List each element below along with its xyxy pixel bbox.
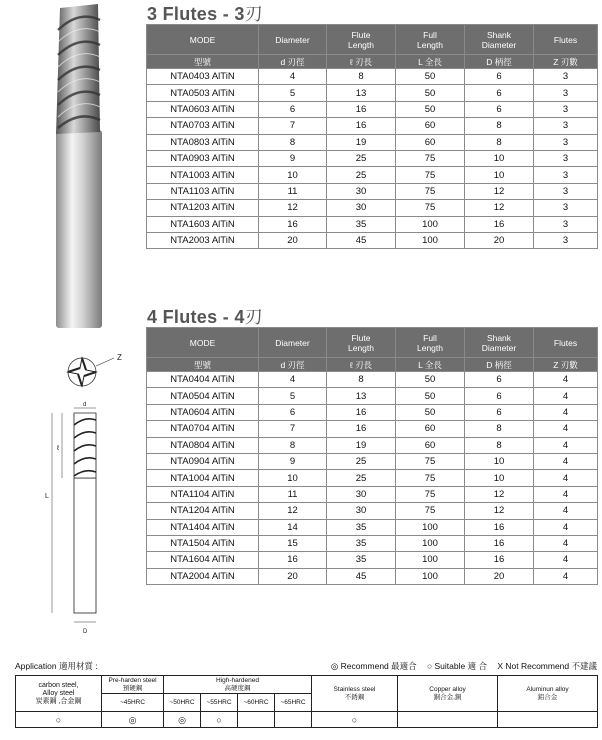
- table-cell: NTA1003 AlTiN: [147, 167, 259, 183]
- table-cell: 16: [465, 535, 534, 551]
- table-cell: 75: [396, 453, 465, 469]
- table-cell: 30: [327, 183, 396, 199]
- table-cell: 60: [396, 437, 465, 453]
- table-cell: NTA1203 AlTiN: [147, 200, 259, 216]
- table-row: [147, 85, 598, 101]
- table-cell: 10: [259, 167, 327, 183]
- table-cell: 6: [465, 85, 534, 101]
- table-cell: 60: [396, 118, 465, 134]
- table-cell: 30: [327, 486, 396, 502]
- table-cell: 3: [534, 232, 598, 248]
- table-cell: 10: [465, 167, 534, 183]
- table-cell: 20: [465, 568, 534, 584]
- full-length-label: L: [45, 493, 49, 500]
- table-cell: 25: [327, 167, 396, 183]
- table-cell: 6: [259, 404, 327, 420]
- mark-hrc-65: [275, 712, 312, 728]
- table-cell: NTA1404 AlTiN: [147, 519, 259, 535]
- hrc-45: ~45HRC: [102, 694, 164, 712]
- table-row: [147, 183, 598, 199]
- table-cell: 5: [259, 85, 327, 101]
- mark-hrc-55: ○: [201, 712, 238, 728]
- table-cell: 100: [396, 216, 465, 232]
- table-cell: 25: [327, 150, 396, 166]
- table-cell: 10: [465, 453, 534, 469]
- table-cell: NTA1603 AlTiN: [147, 216, 259, 232]
- header-flute-length: Flute Length: [327, 328, 396, 358]
- table-row: [147, 216, 598, 232]
- header-flutes: Flutes: [534, 328, 598, 358]
- table-cell: 3: [534, 183, 598, 199]
- table-cell: 16: [327, 101, 396, 117]
- sub-header-model: 型號: [147, 358, 259, 372]
- table-body-4-flutes: [147, 372, 598, 585]
- hrc-65: ~65HRC: [275, 694, 312, 712]
- table-cell: 8: [259, 134, 327, 150]
- table-cell: 4: [534, 421, 598, 437]
- application-label: Application 適用材質 :: [15, 661, 98, 671]
- table-cell: 75: [396, 470, 465, 486]
- table-cell: 9: [259, 150, 327, 166]
- table-row: [147, 421, 598, 437]
- table-cell: 4: [534, 453, 598, 469]
- table-cell: 7: [259, 421, 327, 437]
- table-cell: NTA0903 AlTiN: [147, 150, 259, 166]
- table-cell: 75: [396, 183, 465, 199]
- hrc-60: ~60HRC: [238, 694, 275, 712]
- table-cell: 12: [465, 486, 534, 502]
- table-cell: 16: [327, 404, 396, 420]
- table-cell: 9: [259, 453, 327, 469]
- header-diameter: Diameter: [259, 328, 327, 358]
- table-cell: 35: [327, 519, 396, 535]
- legend-not-recommend: X Not Recommend 不建議: [497, 661, 597, 671]
- mark-hrc-50: ◎: [164, 712, 201, 728]
- table-cell: 60: [396, 134, 465, 150]
- sub-header-l-full: L 全長: [396, 358, 465, 372]
- table-cell: 8: [465, 134, 534, 150]
- table-cell: 25: [327, 470, 396, 486]
- sub-header-l-small: ℓ 刃長: [327, 55, 396, 69]
- table-cell: 19: [327, 437, 396, 453]
- table-cell: 3: [534, 85, 598, 101]
- table-cell: 4: [534, 503, 598, 519]
- table-row: [147, 118, 598, 134]
- table-cell: 8: [327, 69, 396, 85]
- table-cell: 35: [327, 216, 396, 232]
- hrc-55: ~55HRC: [201, 694, 238, 712]
- table-row: [147, 388, 598, 404]
- section-title-3-flutes: 3 Flutes - 3刃: [147, 4, 263, 24]
- table-row: [147, 552, 598, 568]
- table-cell: 12: [465, 183, 534, 199]
- table-cell: 10: [259, 470, 327, 486]
- table-cell: 13: [327, 85, 396, 101]
- mark-prehard: ◎: [102, 712, 164, 728]
- sub-header-d: d 刃徑: [259, 55, 327, 69]
- sub-header-d-shank: D 柄徑: [465, 55, 534, 69]
- table-cell: 60: [396, 421, 465, 437]
- table-cell: 75: [396, 150, 465, 166]
- table-cell: NTA1604 AlTiN: [147, 552, 259, 568]
- application-legend: [15, 660, 597, 674]
- table-row: [147, 453, 598, 469]
- table-row: [147, 134, 598, 150]
- material-copper: Copper alloy 銅合金,銅: [398, 676, 498, 712]
- header-shank-diameter: Shank Diameter: [465, 25, 534, 55]
- table-cell: NTA1504 AlTiN: [147, 535, 259, 551]
- table-cell: 16: [259, 552, 327, 568]
- table-row: [147, 372, 598, 388]
- mark-hrc-60: [238, 712, 275, 728]
- end-mill-photo: [44, 0, 114, 330]
- material-aluminum: Aluminun alloy 鋁合金: [498, 676, 598, 712]
- section-title-4-flutes: 4 Flutes - 4刃: [147, 307, 263, 327]
- table-cell: 75: [396, 486, 465, 502]
- table-cell: 75: [396, 200, 465, 216]
- table-row: [147, 232, 598, 248]
- table-cell: 3: [534, 150, 598, 166]
- table-cell: 75: [396, 503, 465, 519]
- material-pre-harden: Pre-harden steel 預硬鋼: [102, 676, 164, 694]
- table-cell: 4: [534, 486, 598, 502]
- sub-header-d-shank: D 柄徑: [465, 358, 534, 372]
- table-cell: 4: [534, 568, 598, 584]
- header-full-length: Full Length: [396, 328, 465, 358]
- table-cell: 4: [534, 470, 598, 486]
- table-cell: 50: [396, 69, 465, 85]
- legend-recommend: ◎ Recommend 最適合: [330, 661, 417, 671]
- table-cell: 100: [396, 232, 465, 248]
- table-cell: 45: [327, 232, 396, 248]
- table-cell: 4: [534, 552, 598, 568]
- table-cell: 50: [396, 388, 465, 404]
- sub-header-z: Z 刃數: [534, 55, 598, 69]
- table-cell: 3: [534, 118, 598, 134]
- table-row: [147, 437, 598, 453]
- table-cell: 100: [396, 552, 465, 568]
- table-cell: 16: [327, 421, 396, 437]
- header-shank-diameter: Shank Diameter: [465, 328, 534, 358]
- table-row: [147, 200, 598, 216]
- table-cell: 20: [465, 232, 534, 248]
- table-row: [147, 167, 598, 183]
- table-cell: 5: [259, 388, 327, 404]
- table-cell: 12: [465, 200, 534, 216]
- table-cell: 35: [327, 552, 396, 568]
- material-carbon-steel: carbon steel, Alloy steel 炭素鋼 ,合金鋼: [16, 676, 102, 712]
- hrc-50: ~50HRC: [164, 694, 201, 712]
- spec-table-4-flutes: [146, 327, 598, 585]
- table-cell: 14: [259, 519, 327, 535]
- table-cell: 16: [465, 216, 534, 232]
- table-cell: 30: [327, 503, 396, 519]
- material-stainless: Stainless steel 不銹鋼: [312, 676, 398, 712]
- table-cell: 8: [465, 118, 534, 134]
- table-cell: 3: [534, 134, 598, 150]
- table-body-3-flutes: [147, 69, 598, 249]
- table-cell: 50: [396, 372, 465, 388]
- table-cell: 30: [327, 200, 396, 216]
- table-cell: 16: [259, 216, 327, 232]
- table-cell: 100: [396, 535, 465, 551]
- table-cell: 6: [465, 404, 534, 420]
- table-cell: NTA0703 AlTiN: [147, 118, 259, 134]
- sub-header-l-full: L 全長: [396, 55, 465, 69]
- table-cell: 4: [259, 69, 327, 85]
- table-cell: NTA0403 AlTiN: [147, 69, 259, 85]
- table-row: [147, 568, 598, 584]
- table-cell: 35: [327, 535, 396, 551]
- table-cell: 4: [259, 372, 327, 388]
- table-cell: NTA0504 AlTiN: [147, 388, 259, 404]
- table-row: [147, 101, 598, 117]
- header-mode: MODE: [147, 25, 259, 55]
- header-full-length: Full Length: [396, 25, 465, 55]
- table-cell: 100: [396, 568, 465, 584]
- table-cell: 8: [465, 421, 534, 437]
- table-cell: 50: [396, 101, 465, 117]
- application-table: [15, 675, 598, 728]
- sub-header-model: 型號: [147, 55, 259, 69]
- table-cell: 3: [534, 69, 598, 85]
- table-cell: 4: [534, 519, 598, 535]
- table-cell: 25: [327, 453, 396, 469]
- table-cell: NTA1004 AlTiN: [147, 470, 259, 486]
- table-cell: 100: [396, 519, 465, 535]
- table-cell: 3: [534, 101, 598, 117]
- mark-carbon: ○: [16, 712, 102, 728]
- table-cell: 8: [465, 437, 534, 453]
- table-cell: 45: [327, 568, 396, 584]
- table-cell: NTA0404 AlTiN: [147, 372, 259, 388]
- table-cell: NTA1103 AlTiN: [147, 183, 259, 199]
- end-mill-diagram: [40, 350, 140, 640]
- table-cell: 12: [259, 200, 327, 216]
- table-cell: NTA0603 AlTiN: [147, 101, 259, 117]
- table-cell: 16: [327, 118, 396, 134]
- table-cell: 4: [534, 437, 598, 453]
- table-row: [147, 535, 598, 551]
- sub-header-d: d 刃徑: [259, 358, 327, 372]
- table-cell: 7: [259, 118, 327, 134]
- table-row: [147, 519, 598, 535]
- table-cell: NTA0604 AlTiN: [147, 404, 259, 420]
- header-diameter: Diameter: [259, 25, 327, 55]
- table-cell: 50: [396, 85, 465, 101]
- table-cell: 12: [259, 503, 327, 519]
- table-row: [147, 470, 598, 486]
- table-row: [147, 150, 598, 166]
- table-cell: NTA0704 AlTiN: [147, 421, 259, 437]
- table-cell: 20: [259, 232, 327, 248]
- table-cell: 3: [534, 216, 598, 232]
- header-flutes: Flutes: [534, 25, 598, 55]
- end-view-icon: [68, 358, 96, 386]
- table-cell: 4: [534, 535, 598, 551]
- spec-table-3-flutes: [146, 24, 598, 249]
- table-cell: NTA0904 AlTiN: [147, 453, 259, 469]
- table-cell: NTA2004 AlTiN: [147, 568, 259, 584]
- table-cell: 16: [465, 519, 534, 535]
- table-cell: NTA0503 AlTiN: [147, 85, 259, 101]
- sub-header-l-small: ℓ 刃長: [327, 358, 396, 372]
- table-cell: 8: [327, 372, 396, 388]
- legend-suitable: ○ Suitable 適 合: [427, 661, 487, 671]
- table-cell: 50: [396, 404, 465, 420]
- shank-diameter-label: D: [83, 629, 88, 635]
- table-cell: 6: [465, 372, 534, 388]
- table-cell: 4: [534, 388, 598, 404]
- table-cell: 6: [465, 388, 534, 404]
- table-cell: 8: [259, 437, 327, 453]
- table-cell: 11: [259, 183, 327, 199]
- table-row: [147, 404, 598, 420]
- table-cell: NTA0803 AlTiN: [147, 134, 259, 150]
- table-cell: 10: [465, 150, 534, 166]
- table-cell: 16: [465, 552, 534, 568]
- table-cell: 13: [327, 388, 396, 404]
- table-cell: 6: [465, 69, 534, 85]
- table-cell: 12: [465, 503, 534, 519]
- table-cell: 6: [465, 101, 534, 117]
- table-cell: NTA0804 AlTiN: [147, 437, 259, 453]
- mark-stainless: ○: [312, 712, 398, 728]
- material-high-hardened: High-hardened 高硬度鋼: [164, 676, 312, 694]
- header-flute-length: Flute Length: [327, 25, 396, 55]
- table-cell: 4: [534, 404, 598, 420]
- mark-copper: [398, 712, 498, 728]
- flute-length-label: ℓ: [57, 445, 60, 452]
- table-row: [147, 503, 598, 519]
- table-cell: NTA2003 AlTiN: [147, 232, 259, 248]
- table-cell: 15: [259, 535, 327, 551]
- table-cell: 3: [534, 200, 598, 216]
- table-cell: NTA1104 AlTiN: [147, 486, 259, 502]
- table-cell: 75: [396, 167, 465, 183]
- d-tip-label: d: [83, 402, 87, 408]
- table-cell: 6: [259, 101, 327, 117]
- table-row: [147, 486, 598, 502]
- table-cell: 19: [327, 134, 396, 150]
- table-cell: 20: [259, 568, 327, 584]
- sub-header-z: Z 刃數: [534, 358, 598, 372]
- table-cell: 4: [534, 372, 598, 388]
- table-cell: 10: [465, 470, 534, 486]
- table-cell: NTA1204 AlTiN: [147, 503, 259, 519]
- table-cell: 11: [259, 486, 327, 502]
- table-cell: 3: [534, 167, 598, 183]
- z-axis-label: Z: [117, 353, 122, 362]
- header-mode: MODE: [147, 328, 259, 358]
- table-row: [147, 69, 598, 85]
- mark-aluminum: [498, 712, 598, 728]
